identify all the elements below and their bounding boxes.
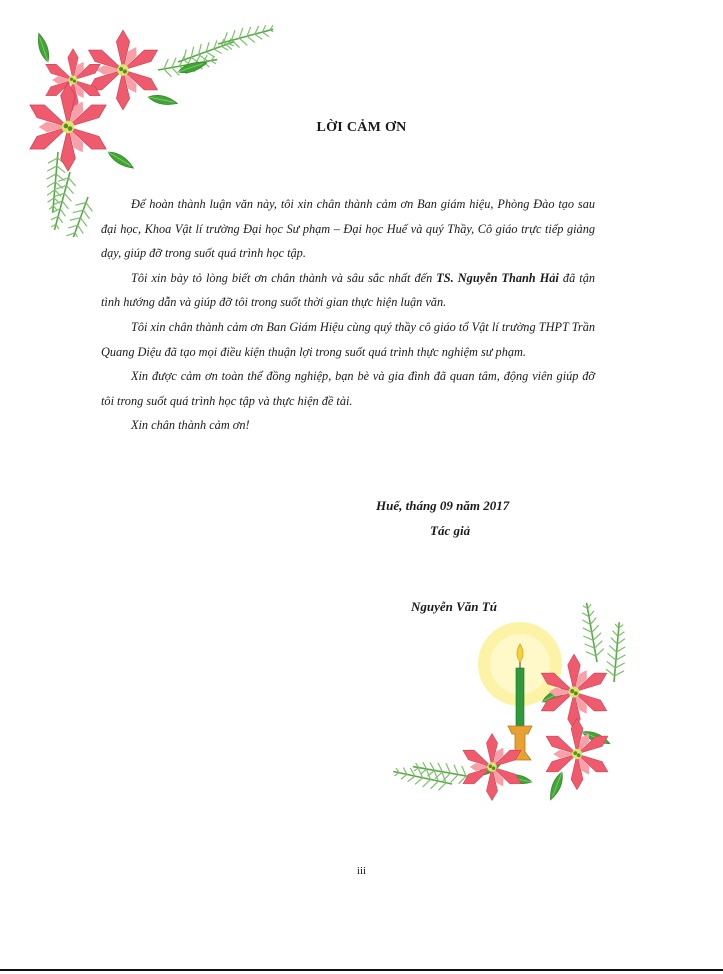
acknowledgement-body [101, 192, 595, 438]
author-label: Tác giả [430, 523, 471, 538]
paragraph-1: Để hoàn thành luận văn này, tôi xin chân thành cảm ơn Ban giám hiệu, Phòng Đào tạo sau đại học, Khoa Vật lí trường Đại học Sư phạm – Đại học Huế và quý Thầy, Cô giáo trực tiếp giảng dạy, giúp đỡ trong suốt quá trình học tập. [101, 197, 595, 261]
page-bottom-rule [0, 969, 723, 971]
paragraph-2 [101, 266, 595, 315]
paragraph-2-tail: đã tận tình hướng dẫn và giúp đỡ tôi trong suốt thời gian thực hiện luận văn. [101, 270, 595, 310]
paragraph-4: Xin được cảm ơn toàn thể đồng nghiệp, bạn bè và gia đình đã quan tâm, động viên giúp đỡ tôi trong suốt quá trình học tập và thực hiện đề tài. [101, 369, 595, 408]
page-title: LỜI CẢM ƠN [316, 120, 407, 135]
advisor-name: TS. Nguyễn Thanh Hải [436, 270, 559, 285]
paragraph-5: Xin chân thành cảm ơn! [131, 418, 250, 433]
place-date: Huế, tháng 09 năm 2017 [376, 498, 510, 513]
paragraph-2-lead: Tôi xin bày tỏ lòng biết ơn chân thành và sâu sắc nhất đến [131, 270, 437, 285]
candle-poinsettia-icon [392, 592, 637, 814]
paragraph-3: Tôi xin chân thành cảm ơn Ban Giám Hiệu cùng quý thầy cô giáo tổ Vật lí trường THPT Trần Quang Diệu đã tạo mọi điều kiện thuận lợi trong suốt quá trình thực nghiệm sư phạm. [101, 319, 595, 359]
page-number: iii [356, 865, 367, 877]
author-name: Nguyễn Văn Tú [411, 599, 497, 614]
